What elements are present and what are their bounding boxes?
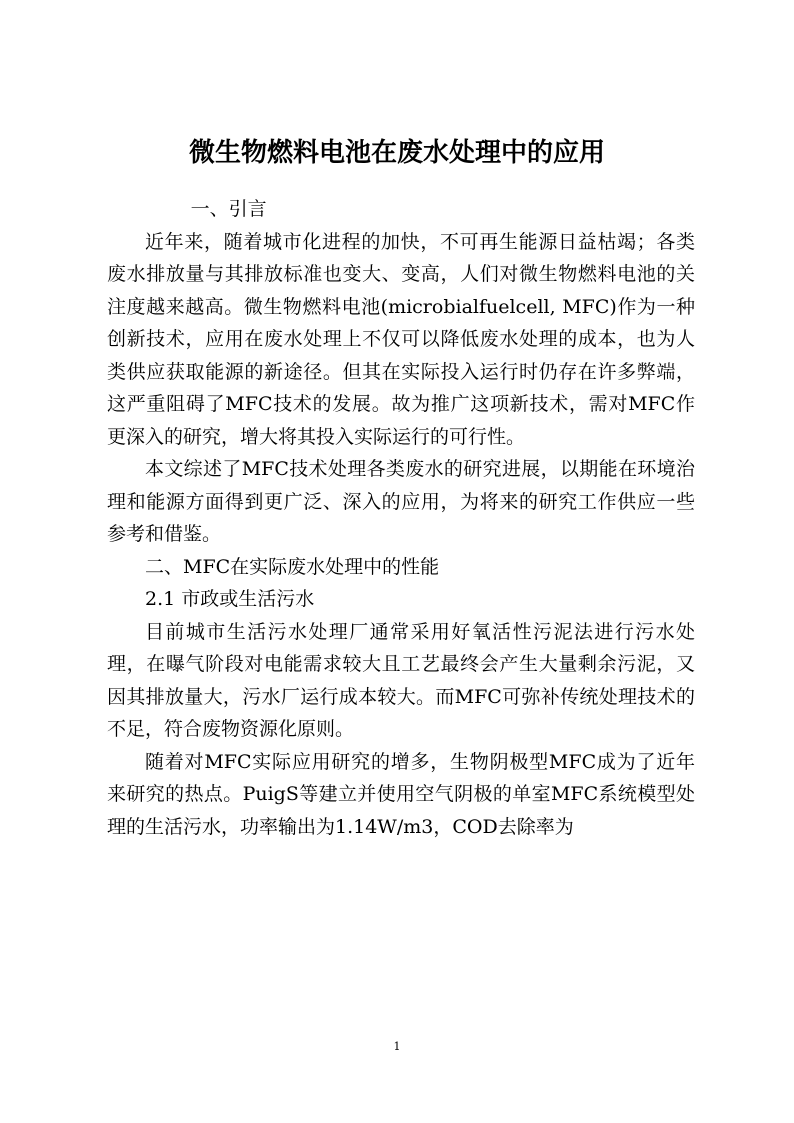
paragraph-summary: 本文综述了MFC技术处理各类废水的研究进展，以期能在环境治理和能源方面得到更广泛、深入的应用，为将来的研究工作供应一些参考和借鉴。	[107, 458, 695, 545]
page-number: 1	[393, 1040, 401, 1053]
paragraph-introduction: 近年来，随着城市化进程的加快，不可再生能源日益枯竭；各类废水排放量与其排放标准也变大、变高，人们对微生物燃料电池的关注度越来越高。微生物燃料电池(microbialfuelcell, MFC)作为一种创新技术，应用在废水处理上不仅可以降低废水处理的成本，也为人类供应获取能源的新途径。但其在实际投入运行时仍存在许多弊端，这严重阻碍了MFC技术的发展。故为推广这项新技术，需对MFC作更深入的研究，增大将其投入实际运行的可行性。	[107, 230, 695, 448]
document-title: 微生物燃料电池在废水处理中的应用	[188, 138, 605, 168]
section-heading-introduction: 一、引言	[190, 198, 267, 220]
section-heading-mfc-performance: 二、MFC在实际废水处理中的性能	[145, 555, 440, 578]
subsection-heading-municipal-sewage: 2.1 市政或生活污水	[145, 588, 315, 610]
document-body	[107, 193, 695, 843]
paragraph-municipal-sewage: 目前城市生活污水处理厂通常采用好氧活性污泥法进行污水处理，在曝气阶段对电能需求较大且工艺最终会产生大量剩余污泥，又因其排放量大，污水厂运行成本较大。而MFC可弥补传统处理技术的不足，符合废物资源化原则。	[107, 620, 695, 740]
paragraph-biocathode-mfc: 随着对MFC实际应用研究的增多，生物阴极型MFC成为了近年来研究的热点。PuigS等建立并使用空气阴极的单室MFC系统模型处理的生活污水，功率输出为1.14W/m3，COD去除率为	[107, 750, 695, 838]
